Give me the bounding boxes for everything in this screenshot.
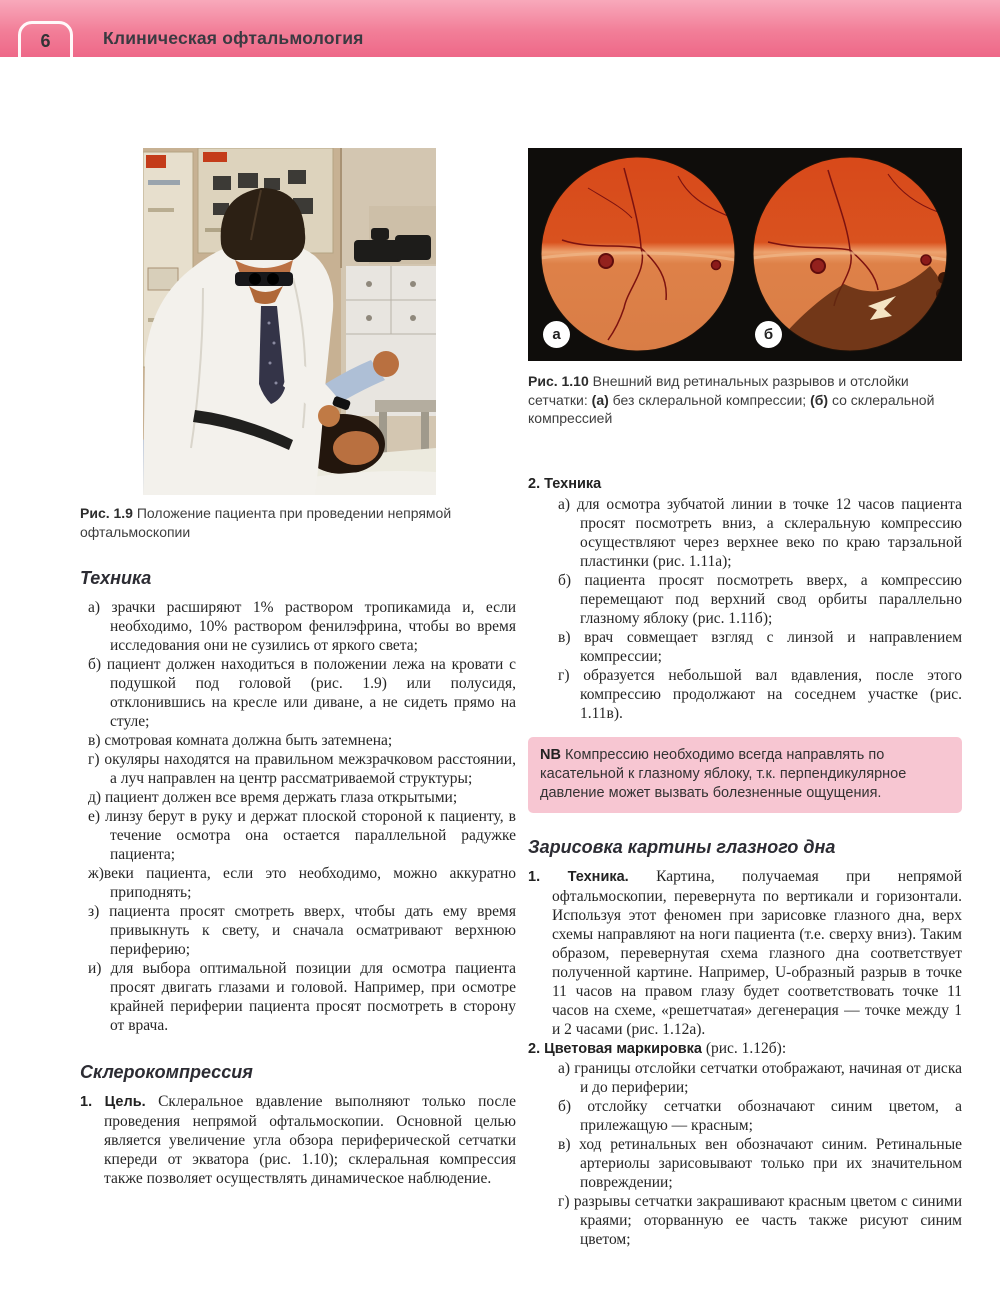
figure-1-9-caption-number: Рис. 1.9 [80,505,133,521]
text: пациента просят посмотреть вверх, а компрессию перемещают под верхний свод орбиты параллельно глазному яблоку (рис. 1.11б); [580,571,962,627]
page-number: 6 [40,30,51,51]
list-item-v [558,628,962,666]
list-item-e [88,807,516,864]
marker: б) [88,656,107,673]
text: линзу берут в руку и держат плоской стороной к пациенту, в течение осмотра она остается параллельной радужке пациента; [105,808,516,863]
text: смотровая комната должна быть затемнена; [104,732,393,749]
marker: ж) [88,865,104,882]
color-marking-list [558,1059,962,1249]
marker: б) [558,571,585,589]
marker: б) [558,1097,588,1115]
list-item-v [88,731,516,750]
sclero-purpose-item [80,1092,516,1188]
figure-1-9-caption-text: Положение пациента при проведении непрямой офтальмоскопии [80,505,452,540]
marker: г) [558,1192,574,1210]
list-item-i [88,959,516,1035]
nb-text: Компрессию необходимо всегда направлять по касательной к глазному яблоку, т.к. перпендикулярное давление может вызвать болезненные ощущения. [540,746,907,801]
item-number-bold: 1. Техника. [528,868,629,885]
figure-1-10-caption-number: Рис. 1.10 [528,373,589,389]
list-item-b [88,655,516,731]
text: ход ретинальных вен обозначают синим. Ретинальные артериолы зарисовывают только при их значительном повреждении; [579,1135,962,1191]
marker: г) [558,666,584,684]
nb-label: NB [540,746,561,763]
list-item-z [88,902,516,959]
section-heading-sclerocompression: Склерокомпрессия [80,1062,253,1082]
list-item-a [558,495,962,571]
text: пациента просят смотреть вверх, чтобы дать ему время привыкнуть к свету, и сначала осматривают верхнюю периферию; [109,903,516,958]
figure-1-10-panel [528,148,962,361]
figure-label-a: а [543,321,570,348]
page-title: Клиническая офтальмология [103,28,364,48]
text: границы отслойки сетчатки отображают, начиная от диска и до периферии; [574,1059,962,1096]
list-item-d [88,788,516,807]
marker: в) [558,1135,580,1153]
text: для осмотра зубчатой линии в точке 12 часов пациента просят посмотреть вниз, а склеральную компрессию осуществляют через верхнее веко по краю тарзальной пластинки (рис. 1.11а); [576,495,962,570]
text: пациент должен находиться в положении лежа на кровати с подушкой под головой (рис. 1.9) или полусидя, отклонившись на кресле или диване, а не сидеть прямо на стуле; [106,656,516,730]
list-item-b [558,1097,962,1135]
figure-1-10-caption: Рис. 1.10 Внешний вид ретинальных разрывов и отслойки сетчатки: (а) без склеральной компрессии; (б) со склеральной компрессией [528,373,935,426]
list-item-v [558,1135,962,1192]
left-column [80,148,516,1188]
technique-2-list [558,495,962,723]
technique-2-heading: 2. Техника [528,475,602,492]
marker: а) [558,1059,575,1077]
list-item-g [558,1192,962,1249]
text: Склеральное вдавление выполняют только после проведения непрямой офтальмоскопии. Основной целью является увеличение угла обзора периферической сетчатки кпереди от экватора (рис. 1.10); склеральная компрессия также позволяет осуществлять динамическое наблюдение. [104,1093,516,1187]
sketch-technique-item [528,867,962,1039]
text: окуляры находятся на правильном межзрачковом расстоянии, а луч направлен на центр рассматриваемой структуры; [104,751,516,787]
text: для выбора оптимальной позиции для осмотра пациента просят двигать глазами и головой. Например, при осмотре крайней периферии пациента просят посмотреть в сторону от врача. [110,960,516,1034]
marker: г) [88,751,105,768]
marker: з) [88,903,110,920]
figure-1-9-caption [80,504,516,541]
text: зрачки расширяют 1% раствором тропикамида и, если необходимо, 10% раствором фенилэфрина, чтобы во время исследования они не сузились от яркого света; [110,599,516,654]
marker: а) [558,495,577,513]
list-item-a [558,1059,962,1097]
right-column [528,148,962,1249]
marker: в) [88,732,105,749]
text: разрывы сетчатки закрашивают красным цветом с синими краями; оторванную ее часть также рисуют синим цветом; [573,1192,962,1248]
list-item-b [558,571,962,628]
marker: в) [558,628,585,646]
nb-note-box [528,737,962,813]
text: отслойку сетчатки обозначают синим цветом, а прилежащую — красным; [580,1097,962,1134]
text: пациент должен все время держать глаза открытыми; [104,789,458,806]
list-item-g [558,666,962,723]
list-item-g [88,750,516,788]
marker: е) [88,808,106,825]
figure-1-9-photo [143,148,436,495]
list-item-a [88,598,516,655]
fundus-drawings-illustration [528,148,962,361]
marker: и) [88,960,111,977]
text: веки пациента, если это необходимо, можно аккуратно приподнять; [103,865,516,901]
list-item-zh [88,864,516,902]
text: образуется небольшой вал вдавления, после этого компрессию продолжают на соседнем участке (рис. 1.11в). [580,666,962,722]
section-heading-technique: Техника [80,568,152,588]
color-marking-item [528,1039,962,1059]
text: врач совмещает взгляд с линзой и направлением компрессии; [580,628,963,665]
page-number-tab [18,21,73,71]
marker: д) [88,789,105,806]
text: (рис. 1.12б): [701,1039,787,1057]
marker: а) [88,599,112,616]
text: Картина, получаемая при непрямой офтальмоскопии, перевернута по вертикали и горизонтали. Используя этот феномен при зарисовке глазного дна, верх схемы направляют на ноги пациента (т.е. сверху вниз). Таким образом, перевернутая схема глазного дна соответствует полученной картине. Например, U-образный разрыв в точке 11 часов на правом глазу будет соответствовать точке 11 часов на схеме, «решетчатая» дегенерация — точке между 1 и 2 часами (рис. 1.12а). [552,867,963,1038]
examination-photo-illustration [143,148,436,495]
technique-list [88,598,516,1035]
figure-label-b: б [755,321,782,348]
item-number-bold: 2. Цветовая маркировка [528,1040,702,1057]
item-number-bold: 1. Цель. [80,1094,146,1110]
section-heading-fundus-sketching: Зарисовка картины глазного дна [528,836,836,857]
